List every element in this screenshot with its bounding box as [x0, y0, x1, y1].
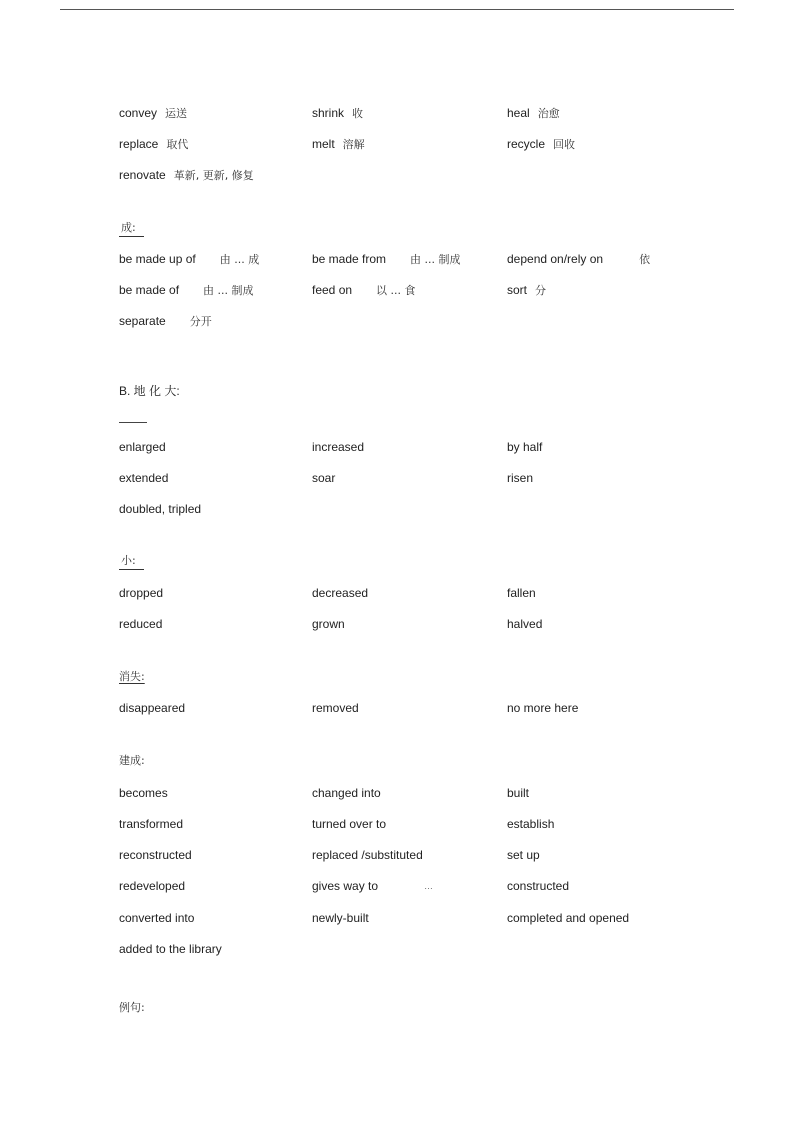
word-item: grown [312, 617, 345, 631]
vocab-item: feed on 以 ... 食 [312, 283, 416, 297]
section-heading: 消失: [119, 670, 145, 683]
vocab-item: heal 治愈 [507, 106, 560, 120]
word-item: built [507, 786, 530, 800]
section-heading: 例句: [119, 1001, 145, 1014]
section-heading: B. 地 化 大: [119, 384, 180, 398]
word-item: decreased [312, 586, 369, 600]
word-item: risen [507, 471, 534, 485]
blank-dash [119, 422, 147, 423]
page-header-rule [60, 9, 734, 10]
vocab-item: shrink 收 [312, 106, 364, 120]
word-item: turned over to [312, 817, 387, 831]
word-item: disappeared [119, 701, 186, 715]
word-item: replaced /substituted [312, 848, 423, 862]
word-item: newly-built [312, 911, 369, 925]
vocab-item: recycle 回收 [507, 137, 576, 151]
vocab-item: be made up of 由 ... 成 [119, 252, 260, 266]
word-item: no more here [507, 701, 579, 715]
word-item: converted into [119, 911, 195, 925]
word-item: fallen [507, 586, 536, 600]
section-heading: 小: [119, 552, 144, 570]
vocab-item: melt 溶解 [312, 137, 365, 151]
vocab-item: renovate 革新, 更新, 修复 [119, 168, 254, 182]
word-item: gives way to [312, 879, 379, 893]
word-item: added to the library [119, 942, 222, 956]
word-item: dropped [119, 586, 164, 600]
word-item: reduced [119, 617, 163, 631]
vocab-item: be made from 由 ... 制成 [312, 252, 461, 266]
vocab-item: be made of 由 ... 制成 [119, 283, 254, 297]
word-item: set up [507, 848, 540, 862]
section-heading: 成: [119, 219, 144, 237]
word-item: soar [312, 471, 336, 485]
ellipsis-mark: … [424, 881, 433, 891]
word-item: completed and opened [507, 911, 630, 925]
word-item: halved [507, 617, 543, 631]
vocab-item: separate 分开 [119, 314, 212, 328]
word-item: reconstructed [119, 848, 192, 862]
vocab-item: depend on/rely on 依 [507, 252, 651, 266]
word-item: constructed [507, 879, 570, 893]
word-item: increased [312, 440, 365, 454]
word-item: redeveloped [119, 879, 186, 893]
word-item: becomes [119, 786, 168, 800]
word-item: establish [507, 817, 555, 831]
word-item: extended [119, 471, 169, 485]
word-item: transformed [119, 817, 184, 831]
vocab-item: replace 取代 [119, 137, 189, 151]
vocab-item: sort 分 [507, 283, 547, 297]
word-item: removed [312, 701, 359, 715]
vocab-item: convey 运送 [119, 106, 188, 120]
section-heading: 建成: [119, 754, 145, 767]
word-item: by half [507, 440, 543, 454]
word-item: doubled, tripled [119, 502, 202, 516]
word-item: enlarged [119, 440, 166, 454]
word-item: changed into [312, 786, 381, 800]
